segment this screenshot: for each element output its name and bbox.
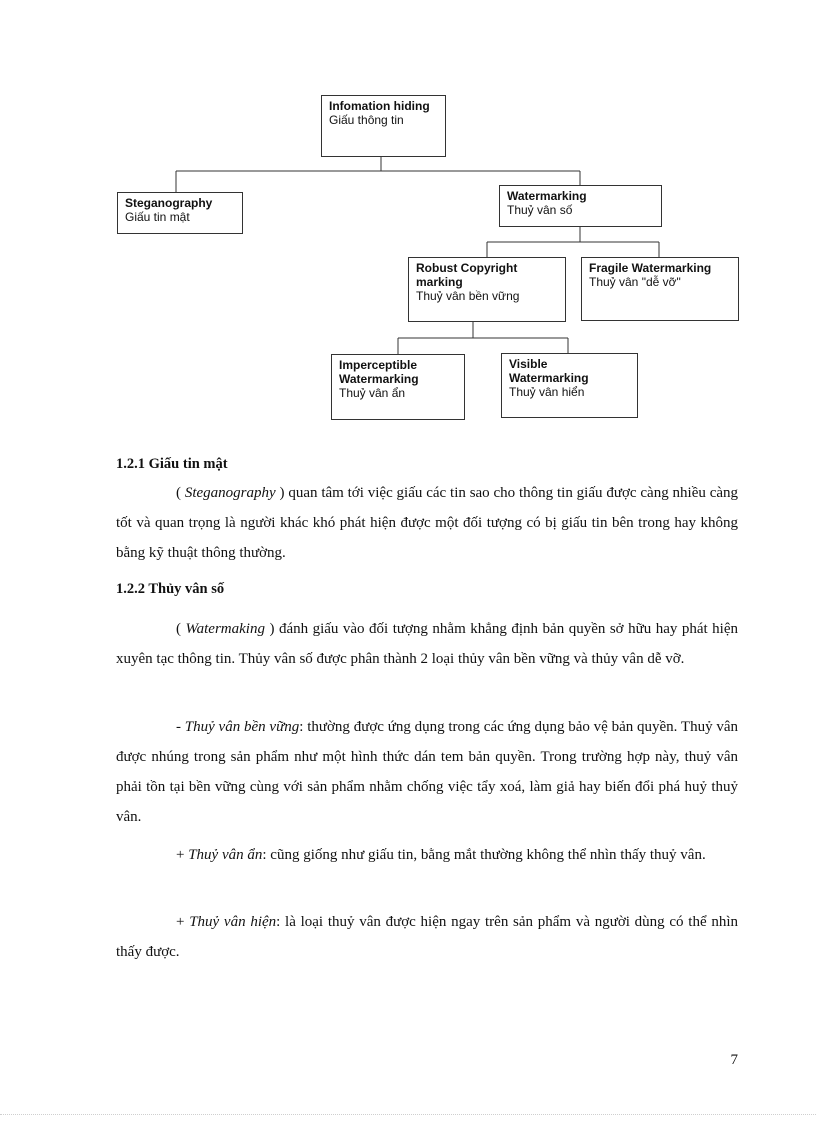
- node-imperceptible-watermarking: [331, 354, 465, 420]
- section-heading-steganography: 1.2.1 Giấu tin mật: [116, 456, 228, 472]
- node-en-label: Robust Copyright marking: [416, 261, 518, 289]
- node-robust-copyright: [408, 257, 566, 322]
- node-en-label: Fragile Watermarking: [589, 261, 712, 275]
- paragraph-text: ) quan tâm tới việc giấu các tin sao cho thông tin giấu được càng nhiều càng tốt và quan trọng là người khác khó phát hiện được một đối tượng có bị giấu tin bên trong hay không bằng kỹ thuật thông thường.: [116, 485, 739, 561]
- paragraph-text: : thường được ứng dụng trong các ứng dụng bảo vệ bản quyền. Thuỷ vân được nhúng trong sản phẩm như một hình thức dán tem bản quyền. Trong trường hợp này, thuỷ vân phải tồn tại bền vững cùng với sản phẩm nhằm chống việc tẩy xoá, làm giả hay biến đổi phá huỷ thuỷ vân.: [116, 719, 739, 825]
- node-vi-label: Giấu thông tin: [329, 113, 404, 127]
- node-en-label: Steganography: [125, 196, 213, 210]
- node-vi-label: Thuỷ vân ẩn: [339, 386, 406, 400]
- paragraph-text: : cũng giống như giấu tin, bằng mắt thường không thể nhìn thấy thuỷ vân.: [262, 847, 706, 863]
- term-robust-watermark: Thuỷ vân bền vững: [184, 719, 300, 735]
- node-vi-label: Giấu tin mật: [125, 210, 190, 224]
- term-invisible-watermark: Thuỷ vân ẩn: [188, 847, 263, 863]
- paragraph-text: ) đánh giấu vào đối tượng nhằm khẳng định bản quyền sở hữu hay phát hiện xuyên tạc thông tin. Thủy vân số được phân thành 2 loại thủy vân bền vững và thủy vân dễ vỡ.: [116, 621, 739, 667]
- node-en-label: Visible Watermarking: [509, 357, 589, 385]
- node-vi-label: Thuỷ vân bền vững: [416, 289, 520, 303]
- node-visible-watermarking: [501, 353, 638, 418]
- node-vi-label: Thuỷ vân hiển: [509, 385, 585, 399]
- paragraph-invisible-watermark: + Thuỷ vân ẩn: cũng giống như giấu tin, bằng mắt thường không thể nhìn thấy thuỷ vân.: [176, 847, 706, 863]
- term-watermaking: Watermaking: [185, 621, 265, 637]
- section-heading-watermarking: 1.2.2 Thủy vân số: [116, 581, 225, 597]
- paragraph-robust-watermark: - Thuỷ vân bền vững: thường được ứng dụng trong các ứng dụng bảo vệ bản quyền. Thuỷ vân được nhúng trong sản phẩm như một hình thức dán tem bản quyền. Trong trường hợp này, thuỷ vân phải tồn tại bền vững cùng với sản phẩm nhằm chống việc tẩy xoá, làm giả hay biến đổi phá huỷ thuỷ vân.: [116, 719, 739, 825]
- term-visible-watermark: Thuỷ vân hiện: [189, 914, 277, 930]
- node-vi-label: Thuỷ vân số: [507, 203, 573, 217]
- paragraph-text: : là loại thuỷ vân được hiện ngay trên sản phẩm và người dùng có thể nhìn thấy được.: [116, 914, 739, 960]
- paragraph-watermarking: ( Watermaking ) đánh giấu vào đối tượng nhằm khẳng định bản quyền sở hữu hay phát hiện xuyên tạc thông tin. Thủy vân số được phân thành 2 loại thủy vân bền vững và thủy vân dễ vỡ.: [116, 621, 739, 667]
- node-en-label: Imperceptible Watermarking: [339, 358, 419, 386]
- node-information-hiding: [321, 95, 446, 157]
- term-steganography: Steganography: [184, 485, 276, 501]
- node-steganography: [117, 192, 243, 234]
- node-en-label: Infomation hiding: [329, 99, 430, 113]
- paragraph-visible-watermark: + Thuỷ vân hiện: là loại thuỷ vân được hiện ngay trên sản phẩm và người dùng có thể nhìn thấy được.: [116, 914, 739, 960]
- node-en-label: Watermarking: [507, 189, 587, 203]
- node-watermarking: [499, 185, 662, 227]
- node-vi-label: Thuỷ vân "dễ vỡ": [589, 275, 681, 289]
- paragraph-steganography: ( Steganography ) quan tâm tới việc giấu các tin sao cho thông tin giấu được càng nhiều càng tốt và quan trọng là người khác khó phát hiện được một đối tượng có bị giấu tin bên trong hay không bằng kỹ thuật thông thường.: [116, 485, 739, 561]
- page-footer-divider: [0, 1114, 816, 1115]
- page-number: 7: [730, 1052, 738, 1068]
- node-fragile-watermarking: [581, 257, 739, 321]
